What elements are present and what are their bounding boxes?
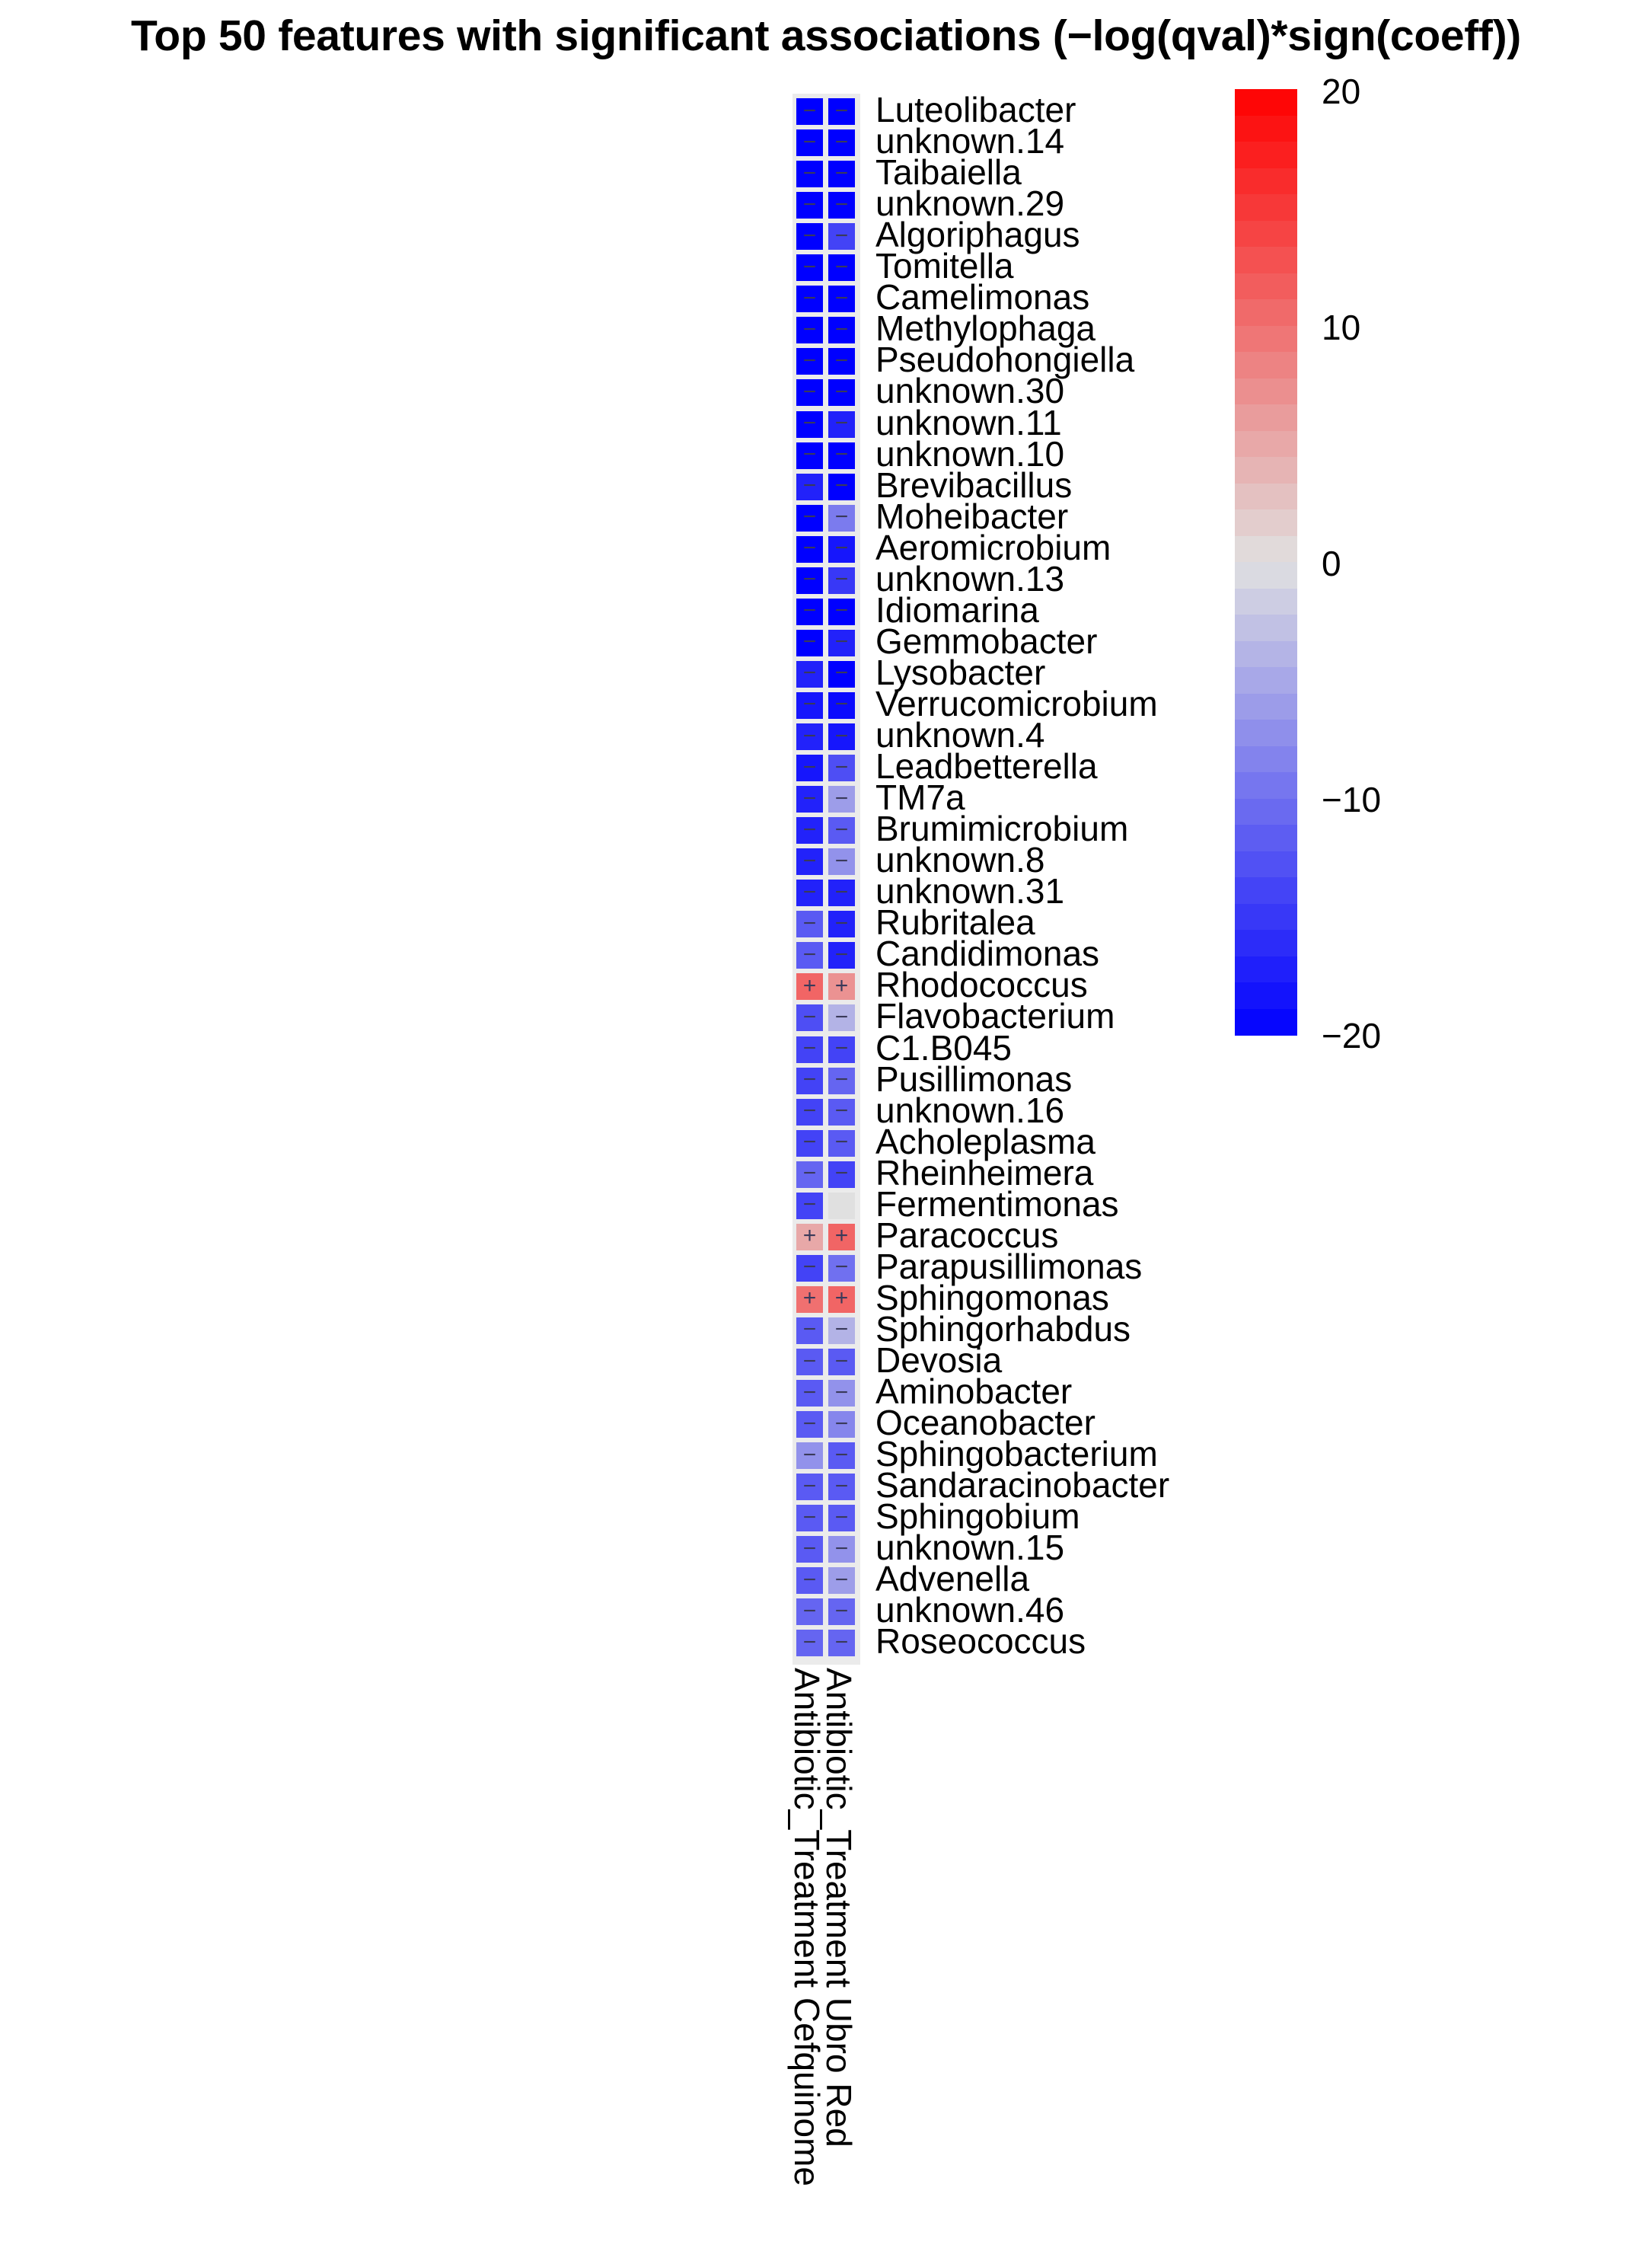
sign-marker: − [802,504,817,530]
heatmap-cell [828,317,855,343]
sign-marker: + [834,1223,849,1249]
sign-marker: − [834,222,849,248]
heatmap-cell [828,911,855,937]
row-label: Pusillimonas [875,1059,1073,1099]
sign-marker: − [802,97,817,123]
sign-marker: − [834,504,849,530]
heatmap-cell [796,474,823,500]
sign-marker: − [802,879,817,905]
heatmap-cell [828,1442,855,1469]
colorbar-segment [1235,484,1297,510]
sign-marker: − [802,410,817,436]
colorbar-segment [1235,142,1297,168]
sign-marker: − [802,1442,817,1467]
sign-marker: − [802,1629,817,1655]
heatmap-cell [828,692,855,719]
heatmap-cell [828,1505,855,1531]
heatmap-cell [828,161,855,187]
sign-marker: − [834,1629,849,1655]
heatmap-cell [796,192,823,219]
sign-marker: − [834,754,849,780]
row-label: Algoriphagus [875,215,1080,255]
colorbar-segment [1235,877,1297,904]
row-label: unknown.14 [875,121,1065,161]
sign-marker: − [834,691,849,717]
heatmap-cell [796,1130,823,1157]
colorbar-segment [1235,299,1297,326]
row-label: Aminobacter [875,1371,1073,1412]
row-label: unknown.11 [875,402,1062,442]
colorbar-segment [1235,930,1297,956]
colorbar-tick-label: 10 [1322,308,1361,347]
row-label: Paracoccus [875,1215,1059,1255]
sign-marker: − [834,1473,849,1499]
colorbar-segment [1235,247,1297,273]
heatmap-cell [828,1598,855,1625]
sign-marker: − [834,567,849,592]
sign-marker: − [834,723,849,749]
sign-marker: + [802,1223,817,1249]
heatmap-cell [828,1224,855,1250]
sign-marker: − [802,1067,817,1093]
sign-marker: − [834,1566,849,1592]
heatmap-cell [796,254,823,281]
heatmap-cell [828,348,855,375]
heatmap-cell [796,692,823,719]
heatmap-cell [828,1380,855,1407]
heatmap-cell [796,411,823,438]
heatmap-cell [828,1161,855,1188]
row-label: unknown.46 [875,1590,1065,1630]
sign-marker: − [834,535,849,561]
heatmap-cell [796,1099,823,1126]
row-label: Sphingobium [875,1496,1080,1537]
sign-marker: − [802,160,817,186]
sign-marker: − [834,660,849,686]
colorbar-segment [1235,772,1297,799]
row-label: Parapusillimonas [875,1246,1143,1286]
colorbar-segment [1235,404,1297,431]
colorbar-segment [1235,694,1297,720]
colorbar-segment [1235,615,1297,641]
heatmap-cell [796,536,823,563]
heatmap-cell [828,1193,855,1219]
row-label: Sandaracinobacter [875,1465,1170,1506]
row-label: Brevibacillus [875,465,1073,505]
heatmap-cell [828,1411,855,1438]
colorbar-segment [1235,851,1297,878]
heatmap-cell [828,286,855,312]
row-label: unknown.8 [875,840,1045,880]
row-label: Rubritalea [875,902,1035,943]
colorbar-segment [1235,641,1297,668]
heatmap-cell [796,98,823,125]
heatmap-cell [796,129,823,156]
row-label: unknown.13 [875,558,1065,599]
sign-marker: − [834,378,849,404]
heatmap-cell [828,723,855,750]
heatmap-cell [828,1536,855,1563]
heatmap-cell [828,1036,855,1063]
sign-marker: − [802,1004,817,1030]
heatmap-cell [796,1317,823,1344]
sign-marker: + [802,1285,817,1311]
sign-marker: − [802,285,817,311]
heatmap-cell [828,411,855,438]
sign-marker: − [802,378,817,404]
row-label: Pseudohongiella [875,340,1135,380]
row-label: Lysobacter [875,652,1046,692]
row-label: Sphingobacterium [875,1434,1158,1474]
heatmap-cell [796,442,823,469]
sign-marker: − [802,535,817,561]
colorbar [1235,89,1297,1035]
colorbar-segment [1235,589,1297,615]
heatmap-cell [828,942,855,969]
heatmap-cell [796,755,823,781]
heatmap-cell [828,1130,855,1157]
sign-marker: − [802,129,817,155]
row-label: Rheinheimera [875,1152,1094,1193]
sign-marker: − [834,910,849,936]
heatmap-cell [796,1567,823,1594]
heatmap-cell [828,474,855,500]
sign-marker: − [802,848,817,873]
heatmap-cell [828,1349,855,1375]
sign-marker: − [834,1036,849,1061]
row-label: Sphingorhabdus [875,1308,1131,1349]
row-label: C1.B045 [875,1027,1013,1068]
sign-marker: − [834,285,849,311]
colorbar-segment [1235,194,1297,221]
row-label: Rhodococcus [875,965,1088,1005]
sign-marker: − [802,1504,817,1530]
row-label: unknown.30 [875,371,1065,411]
colorbar-segment [1235,221,1297,247]
heatmap-cell [828,786,855,813]
heatmap-cell [796,1598,823,1625]
sign-marker: − [802,222,817,248]
heatmap-cell [796,1004,823,1031]
heatmap-cell [828,1567,855,1594]
sign-marker: − [834,1098,849,1124]
sign-marker: − [802,1254,817,1280]
sign-marker: − [802,473,817,499]
sign-marker: − [834,879,849,905]
sign-marker: + [802,972,817,998]
row-label: unknown.10 [875,433,1065,474]
sign-marker: − [834,1598,849,1624]
sign-marker: − [802,910,817,936]
sign-marker: + [834,972,849,998]
heatmap-cell [796,1630,823,1656]
heatmap-cell [796,1068,823,1094]
row-label: Fermentimonas [875,1183,1119,1224]
colorbar-segment [1235,431,1297,458]
sign-marker: − [834,1004,849,1030]
sign-marker: − [834,848,849,873]
heatmap-cell [796,223,823,250]
heatmap-cell [796,1193,823,1219]
sign-marker: − [802,816,817,842]
heatmap-cell [828,379,855,406]
heatmap-cell [796,817,823,844]
heatmap-cell [828,98,855,125]
column-label-ubro-red: Antibiotic_Treatment Ubro Red [819,1668,859,2147]
heatmap-cell [828,1255,855,1282]
heatmap-cell [796,1224,823,1250]
heatmap-cell [796,286,823,312]
heatmap-cell [796,379,823,406]
sign-marker: − [802,1129,817,1155]
row-label: Flavobacterium [875,996,1115,1036]
colorbar-segment [1235,378,1297,405]
chart-title: Top 50 features with significant associations (−log(qval)*sign(coeff)) [131,11,1521,60]
heatmap-cell [796,942,823,969]
colorbar-tick-label: 20 [1322,72,1361,111]
heatmap-cell [828,536,855,563]
heatmap-cell [796,348,823,375]
heatmap-cell [828,254,855,281]
colorbar-segment [1235,536,1297,563]
sign-marker: − [802,598,817,624]
row-label: Advenella [875,1559,1030,1599]
heatmap-cell [796,848,823,875]
heatmap-cell [828,1004,855,1031]
heatmap-cell [828,442,855,469]
sign-marker: − [802,1379,817,1405]
sign-marker: − [834,1129,849,1155]
heatmap-cell [828,848,855,875]
colorbar-segment [1235,1009,1297,1036]
sign-marker: − [802,660,817,686]
heatmap-cell [796,567,823,594]
colorbar-segment [1235,982,1297,1009]
sign-marker: − [802,1535,817,1561]
row-label: Methylophaga [875,308,1095,349]
heatmap-cell [796,973,823,1000]
colorbar-tick-label: −10 [1322,780,1382,819]
colorbar-segment [1235,720,1297,746]
row-label: Acholeplasma [875,1121,1095,1161]
row-label: Leadbetterella [875,746,1098,787]
row-label: Devosia [875,1340,1003,1380]
heatmap-cell [796,630,823,656]
colorbar-segment [1235,956,1297,983]
sign-marker: − [834,941,849,967]
sign-marker: − [834,316,849,342]
sign-marker: − [834,1161,849,1186]
colorbar-segment [1235,904,1297,931]
sign-marker: − [834,1504,849,1530]
sign-marker: − [802,723,817,749]
sign-marker: − [834,1442,849,1467]
sign-marker: − [802,1566,817,1592]
heatmap-cell [796,1255,823,1282]
heatmap-cell [828,755,855,781]
sign-marker: − [834,1379,849,1405]
sign-marker: − [802,941,817,967]
sign-marker: − [802,1036,817,1061]
row-label: Camelimonas [875,277,1090,318]
heatmap-cell [828,817,855,844]
sign-marker: − [802,1192,817,1218]
sign-marker: − [834,1317,849,1343]
colorbar-segment [1235,273,1297,300]
heatmap-cell [796,161,823,187]
heatmap-cell [796,1286,823,1313]
heatmap-cell [796,599,823,625]
heatmap-cell [828,505,855,532]
heatmap-cell [828,973,855,1000]
colorbar-segment [1235,326,1297,353]
sign-marker: − [802,691,817,717]
row-label: Idiomarina [875,589,1039,630]
row-label: Brumimicrobium [875,809,1129,849]
heatmap-cell [796,1411,823,1438]
heatmap-cell [828,630,855,656]
sign-marker: − [802,1098,817,1124]
heatmap-cell [828,223,855,250]
heatmap-cell [796,1536,823,1563]
row-label: unknown.31 [875,871,1065,912]
heatmap-cell [828,599,855,625]
heatmap-cell [796,880,823,906]
colorbar-segment [1235,352,1297,378]
sign-marker: − [802,1410,817,1436]
sign-marker: − [834,1410,849,1436]
colorbar-segment [1235,116,1297,142]
sign-marker: − [834,97,849,123]
sign-marker: − [834,629,849,655]
sign-marker: − [802,1161,817,1186]
colorbar-segment [1235,509,1297,536]
sign-marker: − [834,347,849,373]
sign-marker: − [834,160,849,186]
sign-marker: − [834,1067,849,1093]
sign-marker: − [834,785,849,811]
heatmap-cell [796,505,823,532]
row-label: Tomitella [875,246,1014,286]
heatmap-cell [828,567,855,594]
heatmap-cell [796,786,823,813]
sign-marker: − [834,129,849,155]
sign-marker: − [802,1348,817,1374]
row-label: unknown.15 [875,1528,1065,1568]
row-label: unknown.4 [875,715,1045,755]
heatmap-cell [828,880,855,906]
column-label-cefquinome: Antibiotic_Treatment Cefquinome [787,1668,827,2186]
sign-marker: + [834,1285,849,1311]
row-label: Taibaiella [875,152,1022,193]
colorbar-segment [1235,825,1297,851]
heatmap-cell [828,1474,855,1500]
heatmap-cell [828,129,855,156]
heatmap-cell [796,723,823,750]
colorbar-segment [1235,667,1297,694]
heatmap-cell [796,1474,823,1500]
colorbar-tick-label: 0 [1322,544,1341,583]
sign-marker: − [802,785,817,811]
sign-marker: − [802,1317,817,1343]
sign-marker: − [834,473,849,499]
sign-marker: − [834,442,849,468]
row-label: unknown.16 [875,1090,1065,1130]
row-label: unknown.29 [875,184,1065,224]
sign-marker: − [802,347,817,373]
heatmap-cell [796,1349,823,1375]
row-label: Candidimonas [875,934,1100,974]
heatmap-cell [796,1442,823,1469]
heatmap-cell [828,661,855,688]
heatmap-cell [828,1099,855,1126]
heatmap-cell [796,1380,823,1407]
sign-marker: − [834,598,849,624]
colorbar-tick-label: −20 [1322,1016,1382,1055]
row-label: Aeromicrobium [875,527,1111,567]
row-label: Oceanobacter [875,1403,1095,1443]
sign-marker: − [834,1254,849,1280]
heatmap-cell [828,1068,855,1094]
sign-marker: − [834,254,849,279]
sign-marker: − [802,254,817,279]
sign-marker: − [834,191,849,217]
heatmap-cell [796,1505,823,1531]
sign-marker: − [802,1473,817,1499]
heatmap-cell [796,317,823,343]
row-label: Luteolibacter [875,90,1076,129]
heatmap-cell [796,1036,823,1063]
sign-marker: − [834,816,849,842]
sign-marker: − [802,567,817,592]
colorbar-segment [1235,457,1297,484]
heatmap-cell [828,1630,855,1656]
sign-marker: − [802,316,817,342]
sign-marker: − [802,754,817,780]
sign-marker: − [834,1535,849,1561]
heatmap-cell [796,1161,823,1188]
heatmap-cell [796,911,823,937]
sign-marker: − [834,1348,849,1374]
row-label: Gemmobacter [875,621,1098,661]
sign-marker: − [802,191,817,217]
heatmap-cell [828,192,855,219]
row-label: Verrucomicrobium [875,683,1158,723]
heatmap-cell [828,1286,855,1313]
colorbar-segment [1235,89,1297,116]
colorbar-segment [1235,168,1297,195]
colorbar-segment [1235,562,1297,589]
sign-marker: − [802,629,817,655]
heatmap-cell [828,1317,855,1344]
sign-marker: − [802,442,817,468]
row-label: TM7a [875,778,965,818]
colorbar-segment [1235,799,1297,825]
heatmap-cell [796,661,823,688]
row-label: Moheibacter [875,496,1069,536]
colorbar-segment [1235,746,1297,773]
sign-marker: − [834,410,849,436]
row-label: Roseococcus [875,1621,1086,1662]
sign-marker: − [802,1598,817,1624]
row-label: Sphingomonas [875,1277,1109,1317]
